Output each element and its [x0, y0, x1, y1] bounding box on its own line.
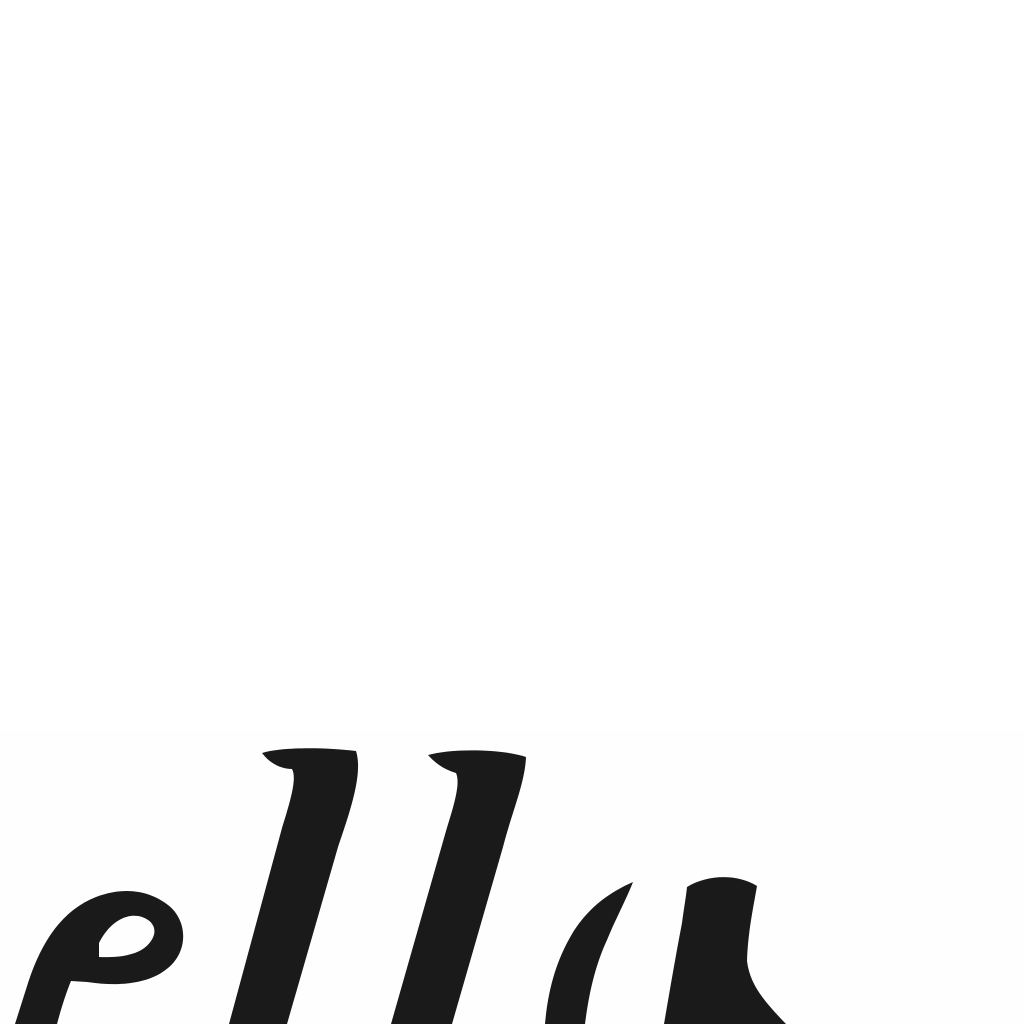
letter-a-stem-shape [664, 877, 786, 1024]
letter-l-first-shape [229, 748, 358, 1024]
cropped-word-fragment [0, 735, 1024, 1024]
letter-e-shape [15, 891, 183, 1024]
letter-l-second-shape [391, 750, 526, 1024]
letter-a-bowl-shape [545, 882, 633, 1024]
ink-lettering-graphic [0, 735, 1024, 1024]
